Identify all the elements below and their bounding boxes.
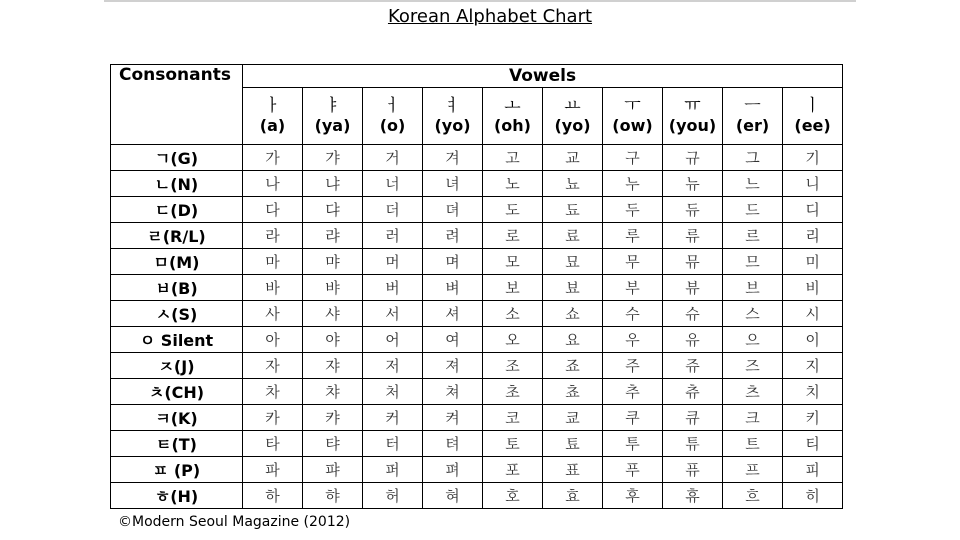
consonant-cell: ㄹ(R/L)	[111, 223, 243, 249]
vowel-header-cell	[723, 88, 783, 145]
table-row	[111, 327, 843, 353]
syllable-cell: 츄	[663, 379, 723, 405]
syllable-cell: 큐	[663, 405, 723, 431]
vowel-row	[111, 88, 843, 145]
syllable-cell: 탸	[303, 431, 363, 457]
alphabet-table	[110, 64, 843, 509]
copyright-notice: ©Modern Seoul Magazine (2012)	[118, 514, 351, 530]
top-divider-line	[104, 0, 856, 2]
syllable-cell: 뵤	[543, 275, 603, 301]
vowel-romanization: (ee)	[794, 116, 831, 135]
table-row	[111, 405, 843, 431]
table-body	[111, 65, 843, 509]
syllable-cell: 료	[543, 223, 603, 249]
table-row	[111, 301, 843, 327]
syllable-cell: 보	[483, 275, 543, 301]
vowel-jamo: ㅏ	[264, 96, 281, 116]
syllable-cell: 이	[783, 327, 843, 353]
syllable-cell: 츠	[723, 379, 783, 405]
syllable-cell: 니	[783, 171, 843, 197]
syllable-cell: 카	[243, 405, 303, 431]
vowel-jamo: ㅛ	[564, 96, 581, 116]
syllable-cell: 바	[243, 275, 303, 301]
syllable-cell: 즈	[723, 353, 783, 379]
syllable-cell: 모	[483, 249, 543, 275]
syllable-cell: 티	[783, 431, 843, 457]
syllable-cell: 댜	[303, 197, 363, 223]
table-row	[111, 483, 843, 509]
vowel-header-cell	[483, 88, 543, 145]
syllable-cell: 효	[543, 483, 603, 509]
vowel-romanization: (yo)	[554, 116, 591, 135]
vowels-header: Vowels	[243, 65, 843, 88]
syllable-cell: 야	[303, 327, 363, 353]
vowel-jamo: ㅗ	[504, 96, 521, 116]
syllable-cell: 히	[783, 483, 843, 509]
syllable-cell: 규	[663, 145, 723, 171]
consonant-cell: ㅋ(K)	[111, 405, 243, 431]
syllable-cell: 기	[783, 145, 843, 171]
syllable-cell: 튜	[663, 431, 723, 457]
consonant-cell: ㅊ(CH)	[111, 379, 243, 405]
syllable-cell: 어	[363, 327, 423, 353]
syllable-cell: 타	[243, 431, 303, 457]
syllable-cell: 러	[363, 223, 423, 249]
syllable-cell: 랴	[303, 223, 363, 249]
syllable-cell: 르	[723, 223, 783, 249]
syllable-cell: 브	[723, 275, 783, 301]
syllable-cell: 으	[723, 327, 783, 353]
consonant-cell: ㅎ(H)	[111, 483, 243, 509]
syllable-cell: 키	[783, 405, 843, 431]
table-row	[111, 431, 843, 457]
vowel-header-cell	[363, 88, 423, 145]
title-text: Korean Alphabet Chart	[387, 6, 593, 27]
syllable-cell: 스	[723, 301, 783, 327]
vowel-romanization: (you)	[668, 116, 717, 135]
syllable-cell: 셔	[423, 301, 483, 327]
table-row	[111, 249, 843, 275]
syllable-cell: 터	[363, 431, 423, 457]
syllable-cell: 슈	[663, 301, 723, 327]
syllable-cell: 치	[783, 379, 843, 405]
syllable-cell: 됴	[543, 197, 603, 223]
syllable-cell: 녀	[423, 171, 483, 197]
vowel-jamo: ㅓ	[384, 96, 401, 116]
syllable-cell: 파	[243, 457, 303, 483]
syllable-cell: 비	[783, 275, 843, 301]
syllable-cell: 죠	[543, 353, 603, 379]
consonant-cell: ㄴ(N)	[111, 171, 243, 197]
syllable-cell: 두	[603, 197, 663, 223]
vowel-romanization: (o)	[379, 116, 406, 135]
vowel-jamo: ㅑ	[324, 96, 341, 116]
vowel-header-cell	[243, 88, 303, 145]
syllable-cell: 누	[603, 171, 663, 197]
syllable-cell: 크	[723, 405, 783, 431]
consonant-cell: ㄱ(G)	[111, 145, 243, 171]
vowel-jamo: ㅠ	[684, 96, 701, 116]
syllable-cell: 먀	[303, 249, 363, 275]
syllable-cell: 듀	[663, 197, 723, 223]
syllable-cell: 노	[483, 171, 543, 197]
syllable-cell: 툐	[543, 431, 603, 457]
syllable-cell: 오	[483, 327, 543, 353]
vowel-header-cell	[603, 88, 663, 145]
syllable-cell: 투	[603, 431, 663, 457]
syllable-cell: 호	[483, 483, 543, 509]
syllable-cell: 초	[483, 379, 543, 405]
syllable-cell: 시	[783, 301, 843, 327]
syllable-cell: 텨	[423, 431, 483, 457]
syllable-cell: 트	[723, 431, 783, 457]
syllable-cell: 겨	[423, 145, 483, 171]
page-title	[0, 6, 960, 27]
syllable-cell: 사	[243, 301, 303, 327]
syllable-cell: 뱌	[303, 275, 363, 301]
syllable-cell: 므	[723, 249, 783, 275]
table-row	[111, 145, 843, 171]
syllable-cell: 여	[423, 327, 483, 353]
consonant-cell: ㅂ(B)	[111, 275, 243, 301]
syllable-cell: 퍼	[363, 457, 423, 483]
syllable-cell: 샤	[303, 301, 363, 327]
table-row	[111, 457, 843, 483]
vowel-romanization: (er)	[735, 116, 770, 135]
table-row	[111, 197, 843, 223]
vowel-jamo: ㅜ	[624, 96, 641, 116]
syllable-cell: 켜	[423, 405, 483, 431]
syllable-cell: 느	[723, 171, 783, 197]
consonant-cell: ㅅ(S)	[111, 301, 243, 327]
table-row	[111, 171, 843, 197]
consonant-cell: ㅍ (P)	[111, 457, 243, 483]
syllable-cell: 우	[603, 327, 663, 353]
table-row	[111, 275, 843, 301]
syllable-cell: 토	[483, 431, 543, 457]
syllable-cell: 쟈	[303, 353, 363, 379]
syllable-cell: 가	[243, 145, 303, 171]
syllable-cell: 쇼	[543, 301, 603, 327]
syllable-cell: 뉴	[663, 171, 723, 197]
syllable-cell: 묘	[543, 249, 603, 275]
syllable-cell: 소	[483, 301, 543, 327]
syllable-cell: 구	[603, 145, 663, 171]
syllable-cell: 다	[243, 197, 303, 223]
vowel-header-cell	[423, 88, 483, 145]
vowel-header-cell	[663, 88, 723, 145]
syllable-cell: 캬	[303, 405, 363, 431]
syllable-cell: 요	[543, 327, 603, 353]
syllable-cell: 져	[423, 353, 483, 379]
syllable-cell: 후	[603, 483, 663, 509]
syllable-cell: 마	[243, 249, 303, 275]
consonant-cell: ㄷ(D)	[111, 197, 243, 223]
syllable-cell: 혀	[423, 483, 483, 509]
syllable-cell: 퓨	[663, 457, 723, 483]
vowel-romanization: (ya)	[314, 116, 351, 135]
syllable-cell: 벼	[423, 275, 483, 301]
vowel-romanization: (oh)	[493, 116, 531, 135]
consonant-cell: ㅇ Silent	[111, 327, 243, 353]
vowel-jamo: ㅕ	[444, 96, 461, 116]
syllable-cell: 뎌	[423, 197, 483, 223]
syllable-cell: 리	[783, 223, 843, 249]
syllable-cell: 수	[603, 301, 663, 327]
syllable-cell: 포	[483, 457, 543, 483]
syllable-cell: 펴	[423, 457, 483, 483]
syllable-cell: 지	[783, 353, 843, 379]
vowel-header-cell	[303, 88, 363, 145]
syllable-cell: 교	[543, 145, 603, 171]
syllable-cell: 디	[783, 197, 843, 223]
syllable-cell: 쿄	[543, 405, 603, 431]
syllable-cell: 더	[363, 197, 423, 223]
table-row	[111, 379, 843, 405]
vowel-romanization: (yo)	[434, 116, 471, 135]
syllable-cell: 자	[243, 353, 303, 379]
syllable-cell: 고	[483, 145, 543, 171]
vowel-header-cell	[543, 88, 603, 145]
syllable-cell: 버	[363, 275, 423, 301]
syllable-cell: 냐	[303, 171, 363, 197]
consonants-header-continued	[111, 88, 243, 145]
syllable-cell: 부	[603, 275, 663, 301]
vowel-header-cell	[783, 88, 843, 145]
syllable-cell: 미	[783, 249, 843, 275]
consonant-cell: ㅌ(T)	[111, 431, 243, 457]
syllable-cell: 처	[363, 379, 423, 405]
syllable-cell: 로	[483, 223, 543, 249]
syllable-cell: 추	[603, 379, 663, 405]
syllable-cell: 코	[483, 405, 543, 431]
syllable-cell: 저	[363, 353, 423, 379]
table-row	[111, 223, 843, 249]
consonant-cell: ㅁ(M)	[111, 249, 243, 275]
syllable-cell: 하	[243, 483, 303, 509]
syllable-cell: 조	[483, 353, 543, 379]
syllable-cell: 피	[783, 457, 843, 483]
table-row	[111, 353, 843, 379]
syllable-cell: 흐	[723, 483, 783, 509]
syllable-cell: 나	[243, 171, 303, 197]
header-row	[111, 65, 843, 88]
vowel-jamo: ㅣ	[804, 96, 821, 116]
syllable-cell: 푸	[603, 457, 663, 483]
syllable-cell: 너	[363, 171, 423, 197]
syllable-cell: 며	[423, 249, 483, 275]
syllable-cell: 유	[663, 327, 723, 353]
consonants-header: Consonants	[111, 65, 243, 88]
syllable-cell: 거	[363, 145, 423, 171]
syllable-cell: 뮤	[663, 249, 723, 275]
syllable-cell: 무	[603, 249, 663, 275]
syllable-cell: 뇨	[543, 171, 603, 197]
syllable-cell: 표	[543, 457, 603, 483]
syllable-cell: 서	[363, 301, 423, 327]
syllable-cell: 퍄	[303, 457, 363, 483]
syllable-cell: 휴	[663, 483, 723, 509]
syllable-cell: 머	[363, 249, 423, 275]
syllable-cell: 주	[603, 353, 663, 379]
vowel-romanization: (ow)	[612, 116, 653, 135]
syllable-cell: 차	[243, 379, 303, 405]
syllable-cell: 커	[363, 405, 423, 431]
syllable-cell: 허	[363, 483, 423, 509]
syllable-cell: 쥬	[663, 353, 723, 379]
syllable-cell: 드	[723, 197, 783, 223]
syllable-cell: 챠	[303, 379, 363, 405]
syllable-cell: 쳐	[423, 379, 483, 405]
syllable-cell: 아	[243, 327, 303, 353]
syllable-cell: 갸	[303, 145, 363, 171]
syllable-cell: 뷰	[663, 275, 723, 301]
vowel-romanization: (a)	[259, 116, 286, 135]
syllable-cell: 려	[423, 223, 483, 249]
syllable-cell: 라	[243, 223, 303, 249]
vowel-jamo: ㅡ	[744, 96, 761, 116]
syllable-cell: 쿠	[603, 405, 663, 431]
syllable-cell: 루	[603, 223, 663, 249]
syllable-cell: 도	[483, 197, 543, 223]
syllable-cell: 프	[723, 457, 783, 483]
syllable-cell: 류	[663, 223, 723, 249]
syllable-cell: 햐	[303, 483, 363, 509]
syllable-cell: 쵸	[543, 379, 603, 405]
consonant-cell: ㅈ(J)	[111, 353, 243, 379]
syllable-cell: 그	[723, 145, 783, 171]
